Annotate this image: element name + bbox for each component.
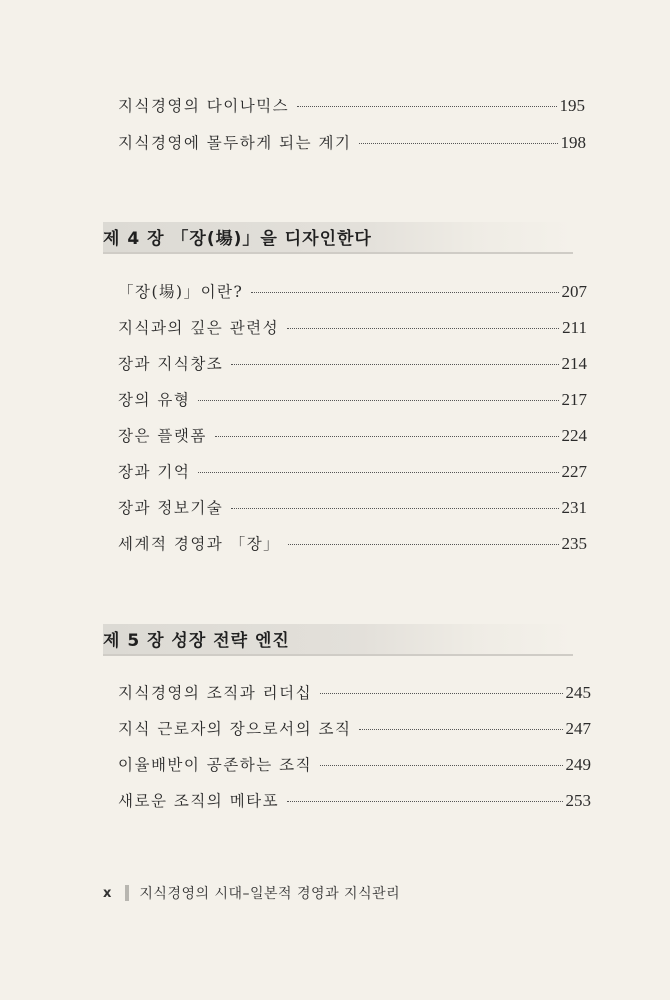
dot-leader bbox=[288, 544, 558, 545]
toc-entry-title: 장과 지식창조 bbox=[118, 355, 224, 373]
footer-divider bbox=[125, 885, 129, 901]
toc-entry-title: 이율배반이 공존하는 조직 bbox=[118, 756, 313, 774]
toc-entry-title: 장과 정보기술 bbox=[118, 499, 224, 517]
dot-leader bbox=[231, 508, 558, 509]
toc-entry-page: 247 bbox=[565, 719, 591, 738]
toc-entry-title: 새로운 조직의 메타포 bbox=[118, 792, 280, 810]
toc-entry-page: 253 bbox=[565, 791, 591, 810]
toc-entry-title: 장은 플랫폼 bbox=[118, 427, 207, 445]
dot-leader bbox=[198, 472, 558, 473]
toc-entry-page: 214 bbox=[561, 354, 587, 373]
toc-entry-title: 지식경영에 몰두하게 되는 계기 bbox=[118, 134, 352, 152]
toc-entry bbox=[118, 496, 587, 518]
toc-entry bbox=[118, 280, 587, 302]
toc-entry-title: 지식 근로자의 장으로서의 조직 bbox=[118, 720, 352, 738]
toc-entry bbox=[118, 717, 591, 739]
toc-entry-title: 지식경영의 다이나믹스 bbox=[118, 97, 290, 115]
toc-entry bbox=[118, 388, 587, 410]
chapter-heading-bar bbox=[103, 222, 573, 254]
dot-leader bbox=[251, 292, 558, 293]
toc-entry-title: 지식경영의 조직과 리더십 bbox=[118, 684, 313, 702]
toc-entry bbox=[118, 681, 591, 703]
chapter-heading: 제 5 장 성장 전략 엔진 bbox=[103, 631, 290, 651]
dot-leader bbox=[287, 801, 562, 802]
toc-entry-page: 198 bbox=[560, 133, 586, 152]
toc-entry-title: 세계적 경영과 「장」 bbox=[118, 535, 281, 553]
running-footer bbox=[103, 883, 400, 903]
toc-entry-page: 224 bbox=[561, 426, 587, 445]
dot-leader bbox=[231, 364, 558, 365]
dot-leader bbox=[359, 729, 562, 730]
toc-entry bbox=[118, 316, 587, 338]
chapter-heading: 제 4 장 「장(場)」을 디자인한다 bbox=[103, 229, 372, 249]
toc-entry bbox=[118, 460, 587, 482]
page-folio: x bbox=[103, 885, 112, 901]
toc-entry bbox=[118, 131, 586, 153]
dot-leader bbox=[297, 106, 556, 107]
chapter-heading-bar bbox=[103, 624, 573, 656]
toc-entry-page: 231 bbox=[561, 498, 587, 517]
toc-entry-page: 207 bbox=[561, 282, 587, 301]
toc-entry bbox=[118, 94, 585, 116]
toc-entry-page: 245 bbox=[565, 683, 591, 702]
toc-entry-title: 「장(場)」이란? bbox=[118, 283, 244, 301]
dot-leader bbox=[198, 400, 558, 401]
toc-entry bbox=[118, 352, 587, 374]
toc-entry-title: 지식과의 깊은 관련성 bbox=[118, 319, 280, 337]
toc-entry-page: 249 bbox=[565, 755, 591, 774]
dot-leader bbox=[359, 143, 557, 144]
toc-entry bbox=[118, 753, 591, 775]
book-title: 지식경영의 시대–일본적 경영과 지식관리 bbox=[139, 886, 401, 902]
toc-entry-page: 227 bbox=[561, 462, 587, 481]
toc-entry-title: 장과 기억 bbox=[118, 463, 191, 481]
dot-leader bbox=[320, 765, 562, 766]
dot-leader bbox=[320, 693, 562, 694]
toc-entry-title: 장의 유형 bbox=[118, 391, 191, 409]
toc-entry-page: 195 bbox=[559, 96, 585, 115]
toc-entry-page: 211 bbox=[562, 318, 587, 337]
toc-entry-page: 217 bbox=[561, 390, 587, 409]
toc-entry bbox=[118, 424, 587, 446]
dot-leader bbox=[215, 436, 559, 437]
toc-entry-page: 235 bbox=[561, 534, 587, 553]
dot-leader bbox=[287, 328, 559, 329]
toc-entry bbox=[118, 789, 591, 811]
toc-entry bbox=[118, 532, 587, 554]
